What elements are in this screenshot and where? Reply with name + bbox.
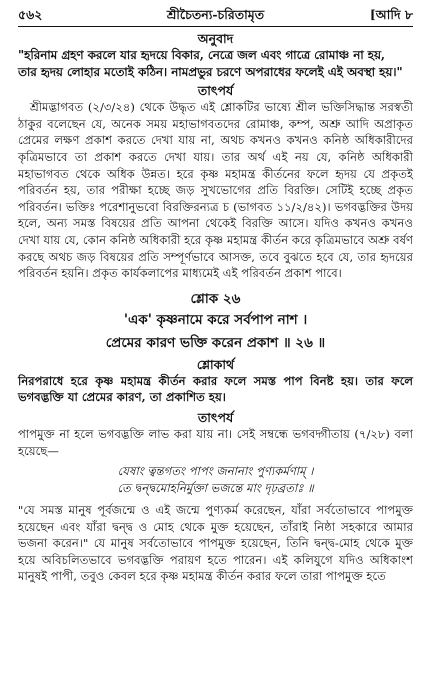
purport-section-2 [18,410,413,585]
purport-heading-2: তাৎপর্য [197,409,234,425]
verse-line-1: 'এক' কৃষ্ণনামে করে সর্বপাপ নাশ । [123,311,308,328]
verse-title: শ্লোক ২৬ [190,290,241,307]
purport-section-1 [18,83,413,282]
purport-paragraph-2: "যে সমস্ত মানুষ পূর্বজন্মে ও এই জন্মে পুণ্যকর্ম করেছেন, যাঁরা সর্বতোভাবে পাপমুক্ত হয়েছেন এবং যাঁরা দ্বন্দ্ব ও মোহ থেকে মুক্ত হয়েছেন, তাঁরাই নিষ্ঠা সহকারে আমার ভজনা করেন।" যে মানুষ সর্বতোভাবে পাপমুক্ত হয়েছেন, তিনি দ্বন্দ্ব-মোহ থেকে মুক্ত হয়ে অবিচলিতভাবে ভগবদ্ভক্তি পরায়ণ হতে পারেন। এই কলিযুগে যদিও অধিকাংশ মানুষই পাপী, তবুও কেবল হরে কৃষ্ণ মহামন্ত্র কীর্তন করার ফলে তারা পাপমুক্ত হতে [18,503,413,584]
synonyms-section [18,357,413,406]
purport-paragraph-1: শ্রীমদ্ভাগবত (২/৩/২৪) থেকে উদ্ধৃত এই শ্লোকটির ভাষ্যে শ্রীল ভক্তিসিদ্ধান্ত সরস্বতী ঠাকুর বলেছেন যে, অনেক সময় মহাভাগবতদের রোমাঞ্চ, কম্প, অশ্রু আদি অপ্রাকৃত প্রেমের লক্ষণ প্রকাশ করতে দেখা যায় না, অথচ কখনও কখনও কনিষ্ঠ অধিকারীদের কৃত্রিমভাবে তা প্রকাশ করতে দেখা যায়। তার অর্থ এই নয় যে, কনিষ্ঠ অধিকারী মহাভাগবত থেকে অধিক উন্নত। হরে কৃষ্ণ মহামন্ত্র কীর্তনের ফলে হৃদয় যে প্রকৃতই পরিবর্তন হয়, তার পরীক্ষা হচ্ছে জড় সুখভোগের প্রতি বিরক্তি। সেটিই হচ্ছে প্রকৃত পরিবর্তন। ভক্তিঃ পরেশানুভবো বিরক্তিরন্যত্র চ (ভাগবত ১১/২/৪২)। ভগবদ্ভক্তির উদয় হলে, অন্য সমস্ত বিষয়ের প্রতি আপনা থেকেই বিরক্তি আসে। যদিও কখনও কখনও দেখা যায় যে, কোন কনিষ্ঠ অধিকারী হরে কৃষ্ণ মহামন্ত্র কীর্তন করে কৃত্রিমভাবে অশ্রু বর্ষণ করছে অথচ জড় বিষয়ের প্রতি সম্পূর্ণভাবে আসক্ত, তবে বুঝতে হবে যে, তার হৃদয়ের পরিবর্তন হয়নি। প্রকৃত কার্যকলাপের মাধ্যমেই এই পরিবর্তন প্রকাশ পাবে। [18,100,413,281]
verse-line-2: প্রেমের কারণ ভক্তি করেন প্রকাশ ॥ ২৬ ॥ [105,334,326,351]
page-header [18,4,413,27]
gita-quote [18,463,413,497]
book-title: শ্রীচৈতন্য-চরিতামৃত [166,7,265,22]
chapter-label: [আদি ৮ [369,7,413,22]
translation-line-1: "হরিনাম গ্রহণ করলে যার হৃদয়ে বিকার, নেত্রে জল এবং গাত্রে রোমাঞ্চ না হয়, [18,48,386,62]
purport-intro: পাপমুক্ত না হলে ভগবদ্ভক্তি লাভ করা যায় না। সেই সম্বন্ধে ভগবদ্গীতায় (৭/২৮) বলা হয়েছে— [18,426,413,458]
quote-line-1: যেষাং ত্বন্তগতং পাপং জনানাং পুণ্যকর্মণাম্ । [117,464,314,479]
verse-section [18,290,413,355]
page-number: ৫৬২ [18,7,43,22]
translation-section [18,31,413,80]
purport-heading-1: তাৎপর্য [197,83,234,99]
synonyms-text: নিরপরাধে হরে কৃষ্ণ মহামন্ত্র কীর্তন করার ফলে সমস্ত পাপ বিনষ্ট হয়। তার ফলে ভগবদ্ভক্তি যা প্রেমের কারণ, তা প্রকাশিত হয়। [18,373,413,405]
synonyms-heading: শ্লোকার্থ [196,356,235,372]
quote-line-2: তে দ্বন্দ্বমোহনির্মুক্তা ভজন্তে মাং দৃঢ়ব্রতাঃ ॥ [117,481,314,496]
translation-line-2: তার হৃদয় লোহার মতোই কঠিন। নামপ্রভুর চরণে অপরাধের ফলেই এই অবস্থা হয়।" [18,64,403,79]
translation-heading: অনুবাদ [197,31,234,46]
